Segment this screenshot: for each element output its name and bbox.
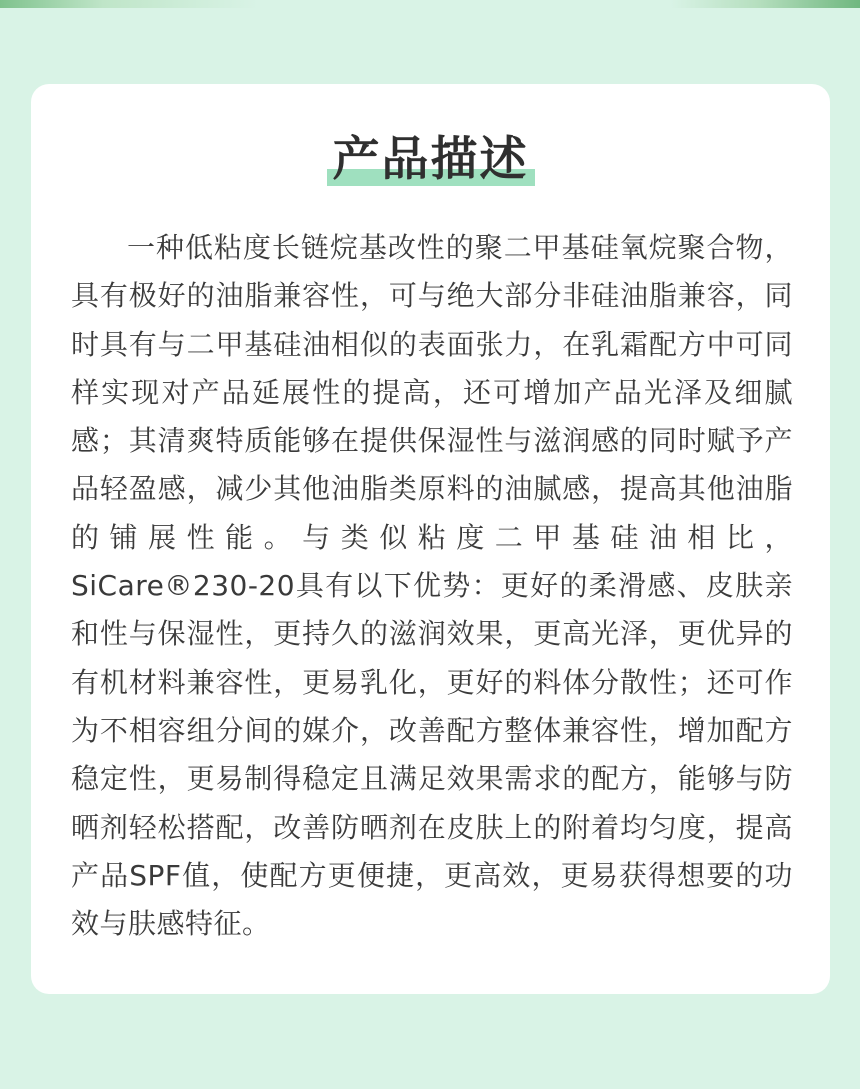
title-container	[31, 134, 830, 186]
section-title	[327, 134, 535, 186]
section-title-text: 产品描述	[332, 132, 529, 187]
top-decorative-strip	[0, 0, 860, 8]
product-description: 一种低粘度长链烷基改性的聚二甲基硅氧烷聚合物，具有极好的油脂兼容性，可与绝大部分非硅油脂兼容，同时具有与二甲基硅油相似的表面张力，在乳霜配方中可同样实现对产品延展性的提高，还可增加产品光泽及细腻感；其清爽特质能够在提供保湿性与滋润感的同时赋予产品轻盈感，减少其他油脂类原料的油腻感，提高其他油脂的铺展性能。与类似粘度二甲基硅油相比，SiCare®230-20具有以下优势：更好的柔滑感、皮肤亲和性与保湿性，更持久的滋润效果，更高光泽，更优异的有机材料兼容性，更易乳化，更好的料体分散性；还可作为不相容组分间的媒介，改善配方整体兼容性，增加配方稳定性，更易制得稳定且满足效果需求的配方，能够与防晒剂轻松搭配，改善防晒剂在皮肤上的附着均匀度，提高产品SPF值，使配方更便捷，更高效，更易获得想要的功效与肤感特征。	[71, 231, 793, 941]
description-card	[31, 84, 830, 994]
